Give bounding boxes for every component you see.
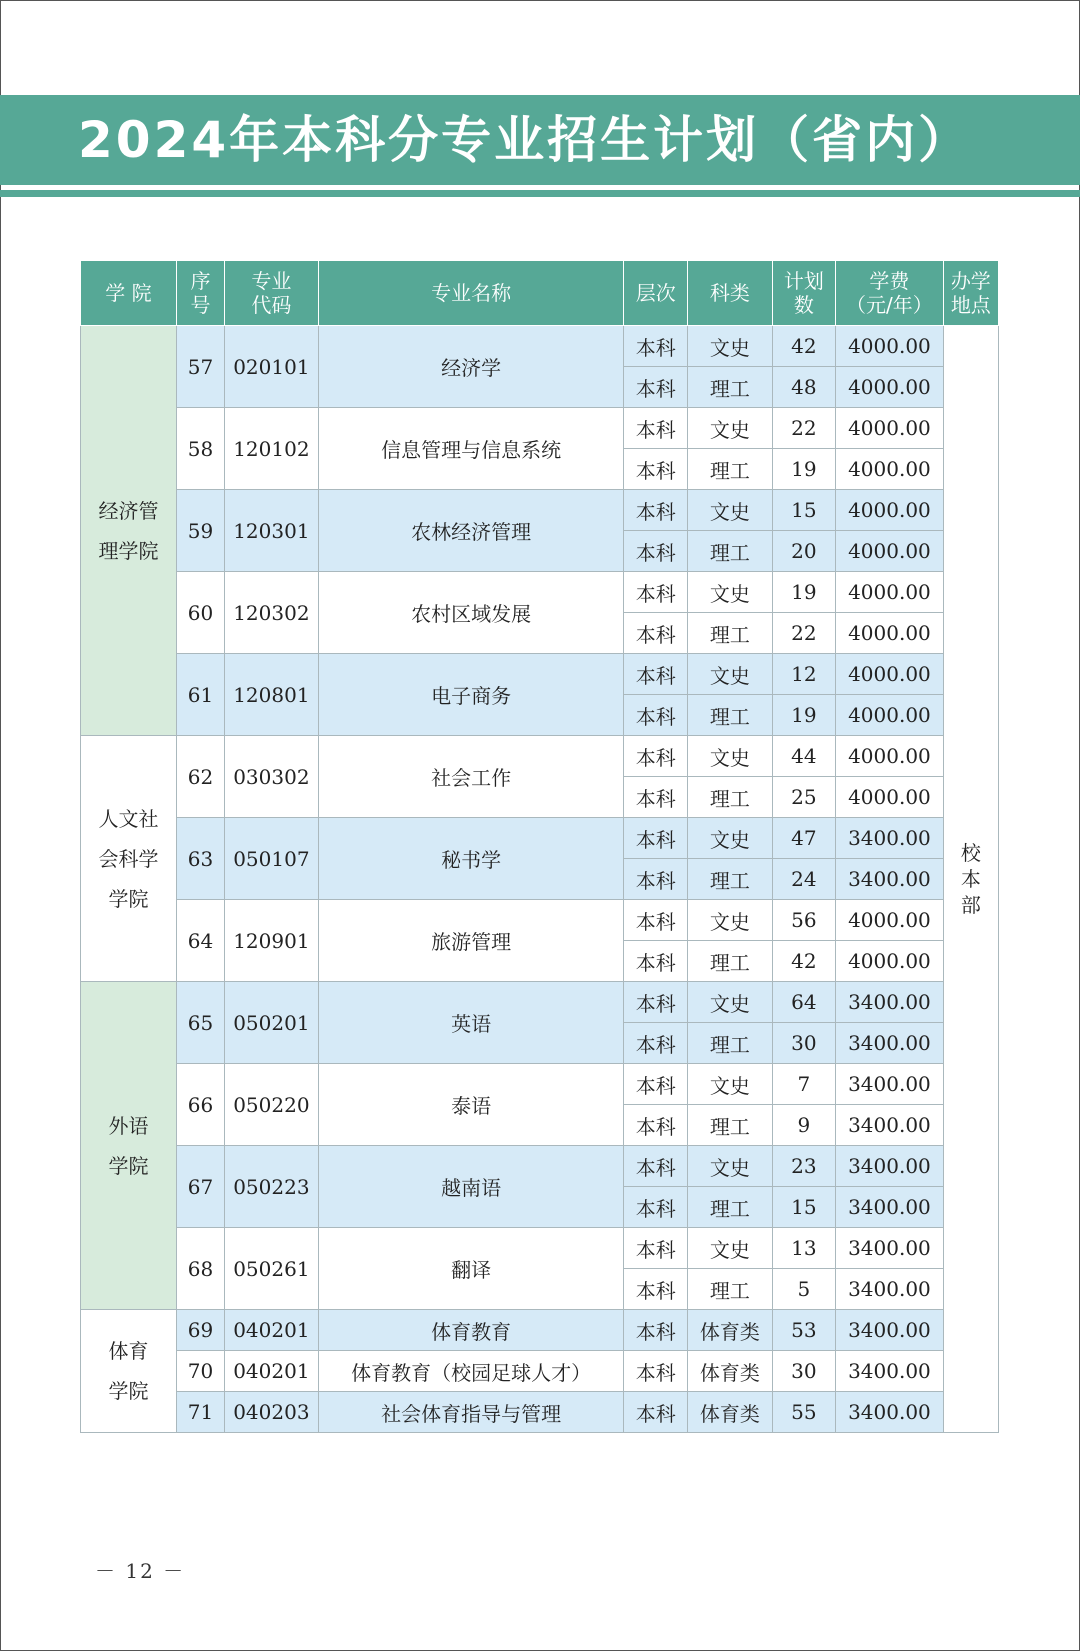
- level-cell: 本科: [624, 900, 688, 941]
- seq-cell: 58: [176, 408, 224, 490]
- fee-cell: 4000.00: [836, 367, 943, 408]
- table-row: [81, 982, 999, 1023]
- fee-cell: 4000.00: [836, 531, 943, 572]
- fee-cell: 3400.00: [836, 1392, 943, 1433]
- category-cell: 文史: [688, 490, 772, 531]
- header-category: 科类: [688, 261, 772, 326]
- seq-cell: 66: [176, 1064, 224, 1146]
- major-name-cell: 农村区域发展: [318, 572, 624, 654]
- level-cell: 本科: [624, 367, 688, 408]
- header-location-line1: 办学: [950, 269, 991, 293]
- category-cell: 文史: [688, 982, 772, 1023]
- major-name-cell: 体育教育: [318, 1310, 624, 1351]
- table-row: [81, 326, 999, 367]
- header-major-name: 专业名称: [318, 261, 624, 326]
- code-cell: 050261: [224, 1228, 318, 1310]
- enrollment-plan-table: [80, 260, 999, 1433]
- category-cell: 理工: [688, 367, 772, 408]
- fee-cell: 3400.00: [836, 982, 943, 1023]
- header-college: 学 院: [81, 261, 177, 326]
- seq-cell: 62: [176, 736, 224, 818]
- college-name-line: 会科学: [98, 846, 159, 871]
- category-cell: 理工: [688, 777, 772, 818]
- table-row: [81, 900, 999, 941]
- plan-cell: 19: [772, 572, 836, 613]
- category-cell: 理工: [688, 449, 772, 490]
- table-row: [81, 654, 999, 695]
- fee-cell: 4000.00: [836, 736, 943, 777]
- category-cell: 理工: [688, 1269, 772, 1310]
- category-cell: 文史: [688, 326, 772, 367]
- plan-cell: 56: [772, 900, 836, 941]
- header-seq-line2: 号: [190, 293, 211, 317]
- header-level: 层次: [624, 261, 688, 326]
- table-row: [81, 1146, 999, 1187]
- seq-cell: 68: [176, 1228, 224, 1310]
- fee-cell: 3400.00: [836, 1228, 943, 1269]
- major-name-cell: 秘书学: [318, 818, 624, 900]
- major-name-cell: 英语: [318, 982, 624, 1064]
- college-cell: [81, 326, 177, 736]
- plan-cell: 9: [772, 1105, 836, 1146]
- seq-cell: 69: [176, 1310, 224, 1351]
- code-cell: 040201: [224, 1310, 318, 1351]
- header-seq-line1: 序: [190, 269, 211, 293]
- seq-cell: 60: [176, 572, 224, 654]
- level-cell: 本科: [624, 695, 688, 736]
- location-line: 部: [960, 893, 981, 917]
- fee-cell: 4000.00: [836, 777, 943, 818]
- level-cell: 本科: [624, 1310, 688, 1351]
- location-cell: [943, 326, 998, 1433]
- plan-cell: 25: [772, 777, 836, 818]
- plan-cell: 5: [772, 1269, 836, 1310]
- plan-cell: 13: [772, 1228, 836, 1269]
- code-cell: 120102: [224, 408, 318, 490]
- level-cell: 本科: [624, 408, 688, 449]
- header-plan-line1: 计划: [783, 269, 824, 293]
- category-cell: 体育类: [688, 1392, 772, 1433]
- code-cell: 050107: [224, 818, 318, 900]
- category-cell: 文史: [688, 736, 772, 777]
- level-cell: 本科: [624, 1105, 688, 1146]
- location-line: 校: [960, 841, 981, 865]
- fee-cell: 4000.00: [836, 695, 943, 736]
- plan-cell: 22: [772, 613, 836, 654]
- code-cell: 030302: [224, 736, 318, 818]
- location-line: 本: [960, 867, 981, 891]
- fee-cell: 4000.00: [836, 941, 943, 982]
- college-name-line: 理学院: [98, 538, 159, 563]
- level-cell: 本科: [624, 654, 688, 695]
- seq-cell: 61: [176, 654, 224, 736]
- plan-cell: 15: [772, 1187, 836, 1228]
- seq-cell: 71: [176, 1392, 224, 1433]
- category-cell: 理工: [688, 695, 772, 736]
- plan-cell: 42: [772, 326, 836, 367]
- major-name-cell: 旅游管理: [318, 900, 624, 982]
- seq-cell: 64: [176, 900, 224, 982]
- level-cell: 本科: [624, 449, 688, 490]
- header-code: [224, 261, 318, 326]
- table-row: [81, 408, 999, 449]
- level-cell: 本科: [624, 1392, 688, 1433]
- table-row: [81, 1392, 999, 1433]
- code-cell: 120801: [224, 654, 318, 736]
- fee-cell: 3400.00: [836, 1310, 943, 1351]
- college-name-line: 学院: [108, 1379, 149, 1403]
- category-cell: 文史: [688, 1146, 772, 1187]
- plan-cell: 22: [772, 408, 836, 449]
- code-cell: 050220: [224, 1064, 318, 1146]
- plan-cell: 64: [772, 982, 836, 1023]
- code-cell: 040203: [224, 1392, 318, 1433]
- fee-cell: 3400.00: [836, 1351, 943, 1392]
- fee-cell: 3400.00: [836, 1269, 943, 1310]
- table-row: [81, 572, 999, 613]
- category-cell: 文史: [688, 1064, 772, 1105]
- level-cell: 本科: [624, 1351, 688, 1392]
- level-cell: 本科: [624, 818, 688, 859]
- level-cell: 本科: [624, 1064, 688, 1105]
- plan-cell: 7: [772, 1064, 836, 1105]
- code-cell: 120901: [224, 900, 318, 982]
- table-row: [81, 1064, 999, 1105]
- level-cell: 本科: [624, 1023, 688, 1064]
- banner-underline: [0, 190, 1080, 197]
- plan-cell: 44: [772, 736, 836, 777]
- level-cell: 本科: [624, 982, 688, 1023]
- plan-cell: 30: [772, 1023, 836, 1064]
- plan-cell: 24: [772, 859, 836, 900]
- major-name-cell: 社会工作: [318, 736, 624, 818]
- major-name-cell: 越南语: [318, 1146, 624, 1228]
- college-cell: [81, 1310, 177, 1433]
- fee-cell: 3400.00: [836, 1105, 943, 1146]
- header-fee-line2: （元/年）: [846, 293, 933, 317]
- category-cell: 文史: [688, 572, 772, 613]
- fee-cell: 4000.00: [836, 654, 943, 695]
- category-cell: 体育类: [688, 1351, 772, 1392]
- table-row: [81, 1351, 999, 1392]
- major-name-cell: 电子商务: [318, 654, 624, 736]
- college-name-line: 学院: [108, 886, 149, 911]
- college-cell: [81, 736, 177, 982]
- major-name-cell: 泰语: [318, 1064, 624, 1146]
- category-cell: 文史: [688, 900, 772, 941]
- header-location-line2: 地点: [950, 293, 991, 317]
- plan-cell: 23: [772, 1146, 836, 1187]
- level-cell: 本科: [624, 1187, 688, 1228]
- category-cell: 文史: [688, 1228, 772, 1269]
- plan-cell: 53: [772, 1310, 836, 1351]
- major-name-cell: 信息管理与信息系统: [318, 408, 624, 490]
- category-cell: 理工: [688, 941, 772, 982]
- header-plan: [772, 261, 836, 326]
- level-cell: 本科: [624, 859, 688, 900]
- college-name-line: 学院: [108, 1153, 149, 1178]
- table-row: [81, 818, 999, 859]
- fee-cell: 4000.00: [836, 326, 943, 367]
- code-cell: 050201: [224, 982, 318, 1064]
- header-seq: [176, 261, 224, 326]
- level-cell: 本科: [624, 1269, 688, 1310]
- category-cell: 理工: [688, 613, 772, 654]
- code-cell: 040201: [224, 1351, 318, 1392]
- table-row: [81, 490, 999, 531]
- college-name-line: 人文社: [98, 806, 159, 831]
- major-name-cell: 翻译: [318, 1228, 624, 1310]
- table-row: [81, 1310, 999, 1351]
- fee-cell: 3400.00: [836, 859, 943, 900]
- seq-cell: 65: [176, 982, 224, 1064]
- fee-cell: 4000.00: [836, 900, 943, 941]
- college-cell: [81, 982, 177, 1310]
- table-row: [81, 736, 999, 777]
- fee-cell: 4000.00: [836, 490, 943, 531]
- level-cell: 本科: [624, 941, 688, 982]
- code-cell: 120302: [224, 572, 318, 654]
- level-cell: 本科: [624, 736, 688, 777]
- level-cell: 本科: [624, 572, 688, 613]
- level-cell: 本科: [624, 613, 688, 654]
- category-cell: 理工: [688, 859, 772, 900]
- level-cell: 本科: [624, 490, 688, 531]
- seq-cell: 57: [176, 326, 224, 408]
- plan-cell: 47: [772, 818, 836, 859]
- code-cell: 120301: [224, 490, 318, 572]
- level-cell: 本科: [624, 777, 688, 818]
- fee-cell: 3400.00: [836, 1187, 943, 1228]
- fee-cell: 4000.00: [836, 572, 943, 613]
- category-cell: 理工: [688, 1187, 772, 1228]
- seq-cell: 67: [176, 1146, 224, 1228]
- fee-cell: 4000.00: [836, 449, 943, 490]
- header-code-line1: 专业: [251, 269, 292, 293]
- table-header-row: [81, 261, 999, 326]
- category-cell: 文史: [688, 408, 772, 449]
- plan-cell: 42: [772, 941, 836, 982]
- header-fee: [836, 261, 943, 326]
- major-name-cell: 体育教育（校园足球人才）: [318, 1351, 624, 1392]
- category-cell: 理工: [688, 531, 772, 572]
- header-plan-line2: 数: [793, 293, 814, 317]
- category-cell: 文史: [688, 654, 772, 695]
- college-name-line: 经济管: [98, 498, 159, 523]
- plan-cell: 20: [772, 531, 836, 572]
- plan-cell: 55: [772, 1392, 836, 1433]
- header-location: [943, 261, 998, 326]
- college-name-line: 外语: [108, 1113, 149, 1138]
- plan-cell: 30: [772, 1351, 836, 1392]
- page-number: － 12 －: [95, 1559, 186, 1583]
- category-cell: 理工: [688, 1105, 772, 1146]
- code-cell: 050223: [224, 1146, 318, 1228]
- code-cell: 020101: [224, 326, 318, 408]
- major-name-cell: 社会体育指导与管理: [318, 1392, 624, 1433]
- fee-cell: 4000.00: [836, 613, 943, 654]
- fee-cell: 4000.00: [836, 408, 943, 449]
- page-title: 2024年本科分专业招生计划（省内）: [78, 111, 972, 169]
- seq-cell: 70: [176, 1351, 224, 1392]
- table-row: [81, 1228, 999, 1269]
- fee-cell: 3400.00: [836, 818, 943, 859]
- level-cell: 本科: [624, 326, 688, 367]
- level-cell: 本科: [624, 531, 688, 572]
- fee-cell: 3400.00: [836, 1064, 943, 1105]
- header-fee-line1: 学费: [869, 269, 910, 293]
- plan-cell: 12: [772, 654, 836, 695]
- plan-cell: 15: [772, 490, 836, 531]
- major-name-cell: 经济学: [318, 326, 624, 408]
- plan-cell: 19: [772, 695, 836, 736]
- seq-cell: 63: [176, 818, 224, 900]
- seq-cell: 59: [176, 490, 224, 572]
- category-cell: 理工: [688, 1023, 772, 1064]
- plan-cell: 19: [772, 449, 836, 490]
- major-name-cell: 农林经济管理: [318, 490, 624, 572]
- header-code-line2: 代码: [251, 293, 292, 317]
- college-name-line: 体育: [108, 1339, 149, 1363]
- level-cell: 本科: [624, 1228, 688, 1269]
- fee-cell: 3400.00: [836, 1023, 943, 1064]
- level-cell: 本科: [624, 1146, 688, 1187]
- category-cell: 体育类: [688, 1310, 772, 1351]
- plan-cell: 48: [772, 367, 836, 408]
- fee-cell: 3400.00: [836, 1146, 943, 1187]
- category-cell: 文史: [688, 818, 772, 859]
